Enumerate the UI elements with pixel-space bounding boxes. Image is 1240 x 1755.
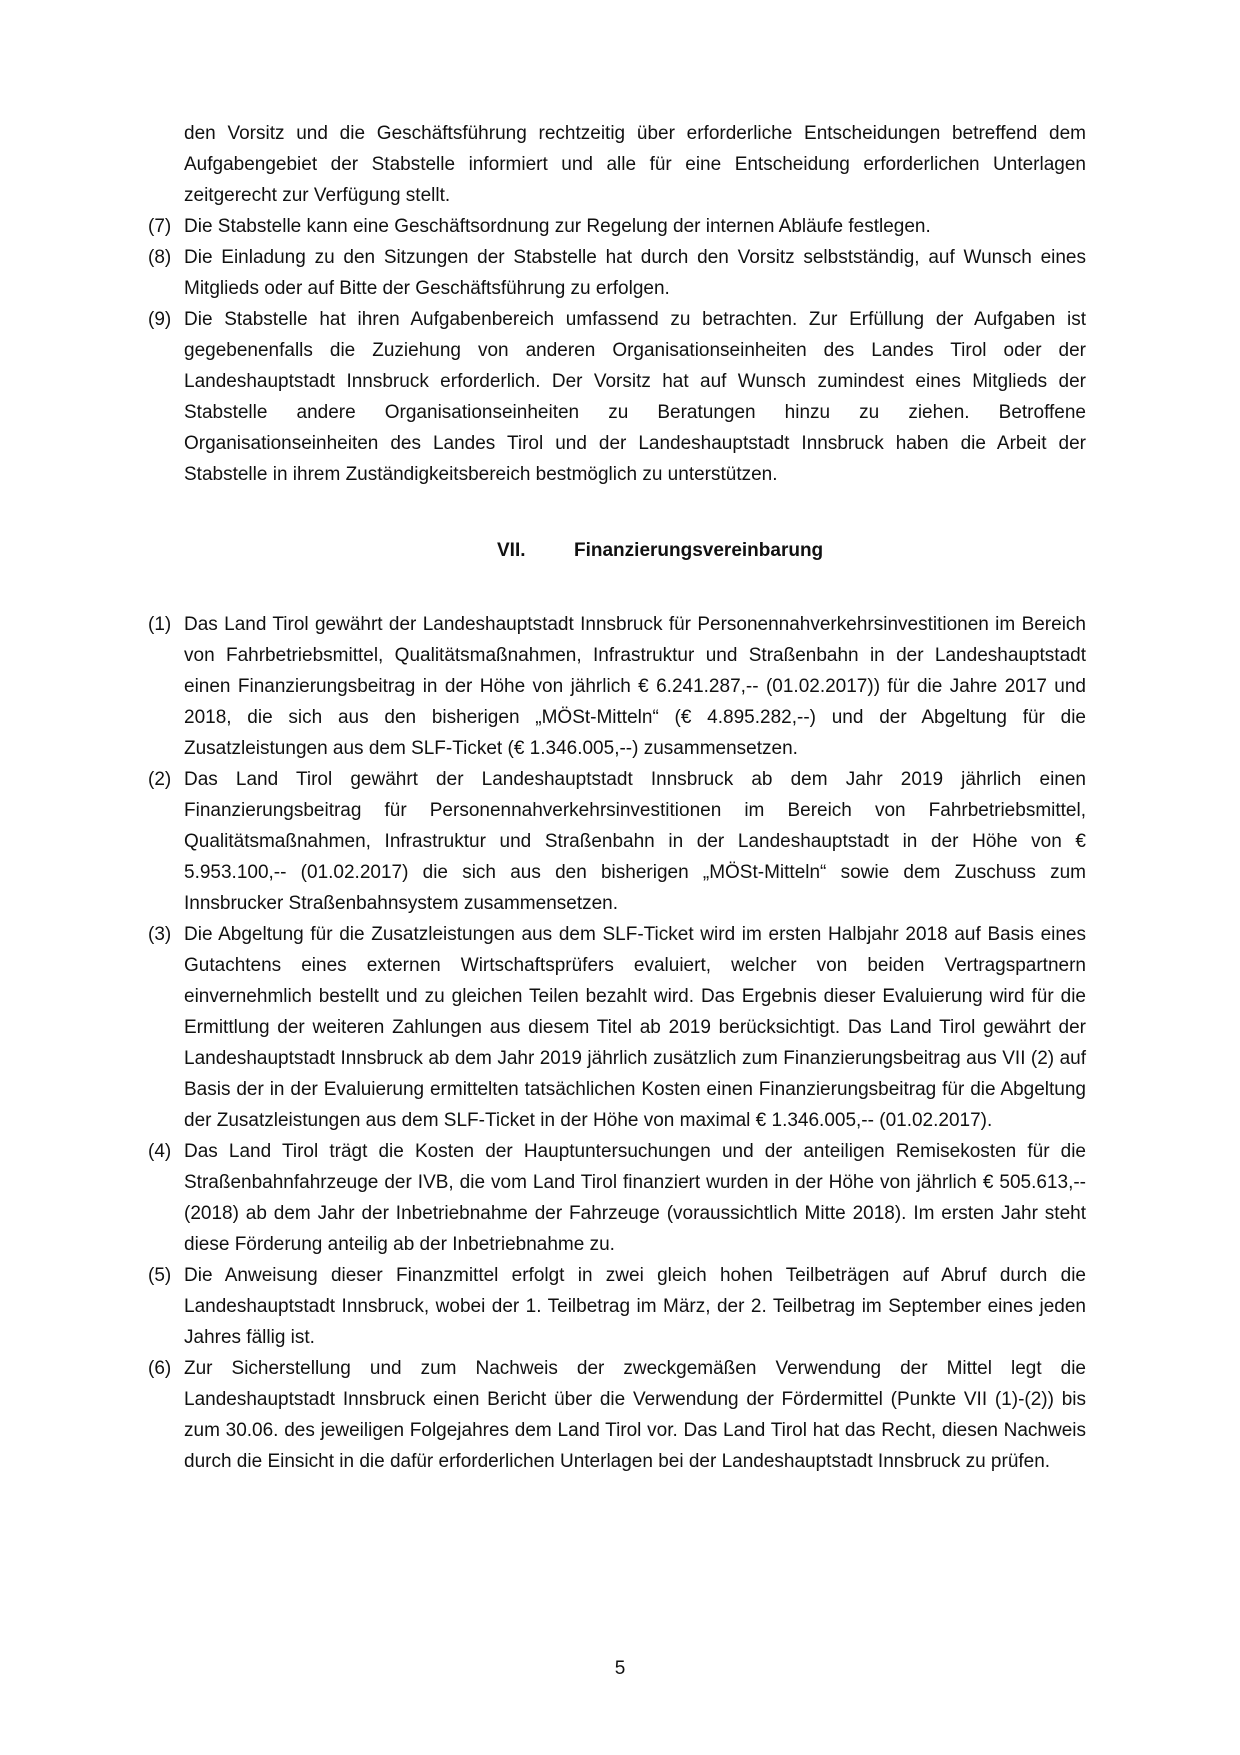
section-number: VII. xyxy=(497,540,526,561)
list-item-4 xyxy=(148,1136,1086,1260)
item-text: Zur Sicherstellung und zum Nachweis der zweckgemäßen Verwendung der Mittel legt die Landeshauptstadt Innsbruck einen Bericht über die Verwendung der Fördermittel (Punkte VII (1)-(2)) bis zum 30.06. des jeweiligen Folgejahres dem Land Tirol vor. Das Land Tirol hat das Recht, diesen Nachweis durch die Einsicht in die dafür erforderlichen Unterlagen bei der Landeshauptstadt Innsbruck zu prüfen. xyxy=(184,1358,1086,1472)
item-number: (3) xyxy=(148,924,172,945)
item-number: (2) xyxy=(148,769,172,790)
section-title: Finanzierungsvereinbarung xyxy=(574,540,824,561)
item-text: Die Anweisung dieser Finanzmittel erfolgt in zwei gleich hohen Teilbeträgen auf Abruf durch die Landeshauptstadt Innsbruck, wobei der 1. Teilbetrag im März, der 2. Teilbetrag im September eines jeden Jahres fällig ist. xyxy=(184,1265,1086,1348)
section-vi-continued xyxy=(148,118,1086,490)
item-number: (5) xyxy=(148,1265,172,1286)
list-item-8 xyxy=(148,242,1086,304)
list-item-2 xyxy=(148,764,1086,919)
item-number: (4) xyxy=(148,1141,172,1162)
list-item-3 xyxy=(148,919,1086,1136)
list-item-1 xyxy=(148,609,1086,764)
paragraph-continuation: den Vorsitz und die Geschäftsführung rechtzeitig über erforderliche Entscheidungen betreffend dem Aufgabengebiet der Stabstelle informiert und alle für eine Entscheidung erforderlichen Unterlagen zeitgerecht zur Verfügung stellt. xyxy=(184,123,1086,206)
list-item-7 xyxy=(148,211,1086,242)
list-item-9 xyxy=(148,304,1086,490)
item-text: Die Abgeltung für die Zusatzleistungen aus dem SLF-Ticket wird im ersten Halbjahr 2018 auf Basis eines Gutachtens eines externen Wirtschaftsprüfers evaluiert, welcher von beiden Vertragspartnern einvernehmlich bestellt und zu gleichen Teilen bezahlt wird. Das Ergebnis dieser Evaluierung wird für die Ermittlung der weiteren Zahlungen aus diesem Titel ab 2019 berücksichtigt. Das Land Tirol gewährt der Landeshauptstadt Innsbruck ab dem Jahr 2019 jährlich zusätzlich zum Finanzierungsbeitrag aus VII (2) auf Basis der in der Evaluierung ermittelten tatsächlichen Kosten einen Finanzierungsbeitrag für die Abgeltung der Zusatzleistungen aus dem SLF-Ticket in der Höhe von maximal € 1.346.005,-- (01.02.2017). xyxy=(184,924,1086,1131)
item-number: (8) xyxy=(148,247,172,268)
item-text: Das Land Tirol trägt die Kosten der Hauptuntersuchungen und der anteiligen Remisekosten für die Straßenbahnfahrzeuge der IVB, die vom Land Tirol finanziert wurden in der Höhe von jährlich € 505.613,-- (2018) ab dem Jahr der Inbetriebnahme der Fahrzeuge (voraussichtlich Mitte 2018). Im ersten Jahr steht diese Förderung anteilig ab der Inbetriebnahme zu. xyxy=(184,1141,1086,1255)
item-text: Die Stabstelle kann eine Geschäftsordnung zur Regelung der internen Abläufe festlegen. xyxy=(184,216,931,237)
list-item-6 xyxy=(148,1353,1086,1477)
item-text: Die Einladung zu den Sitzungen der Stabstelle hat durch den Vorsitz selbstständig, auf Wunsch eines Mitglieds oder auf Bitte der Geschäftsführung zu erfolgen. xyxy=(184,247,1086,299)
page-number: 5 xyxy=(614,1658,626,1679)
item-number: (1) xyxy=(148,614,172,635)
list-item-5 xyxy=(148,1260,1086,1353)
item-text: Das Land Tirol gewährt der Landeshauptstadt Innsbruck ab dem Jahr 2019 jährlich einen Finanzierungsbeitrag für Personennahverkehrsinvestitionen im Bereich von Fahrbetriebsmittel, Qualitätsmaßnahmen, Infrastruktur und Straßenbahn in der Landeshauptstadt in der Höhe von € 5.953.100,-- (01.02.2017) die sich aus den bisherigen „MÖSt-Mitteln“ sowie dem Zuschuss zum Innsbrucker Straßenbahnsystem zusammensetzen. xyxy=(184,769,1086,914)
item-text: Das Land Tirol gewährt der Landeshauptstadt Innsbruck für Personennahverkehrsinvestitionen im Bereich von Fahrbetriebsmittel, Qualitätsmaßnahmen, Infrastruktur und Straßenbahn in der Landeshauptstadt einen Finanzierungsbeitrag in der Höhe von jährlich € 6.241.287,-- (01.02.2017)) für die Jahre 2017 und 2018, die sich aus den bisherigen „MÖSt-Mitteln“ (€ 4.895.282,--) und der Abgeltung für die Zusatzleistungen aus dem SLF-Ticket (€ 1.346.005,--) zusammensetzen. xyxy=(184,614,1086,759)
item-number: (9) xyxy=(148,309,172,330)
item-number: (7) xyxy=(148,216,172,237)
section-vii-body xyxy=(148,609,1086,1477)
item-number: (6) xyxy=(148,1358,172,1379)
item-text: Die Stabstelle hat ihren Aufgabenbereich umfassend zu betrachten. Zur Erfüllung der Aufgaben ist gegebenenfalls die Zuziehung von anderen Organisationseinheiten des Landes Tirol oder der Landeshauptstadt Innsbruck erforderlich. Der Vorsitz hat auf Wunsch zumindest eines Mitglieds der Stabstelle andere Organisationseinheiten zu Beratungen hinzu zu ziehen. Betroffene Organisationseinheiten des Landes Tirol und der Landeshauptstadt Innsbruck haben die Arbeit der Stabstelle in ihrem Zuständigkeitsbereich bestmöglich zu unterstützen. xyxy=(184,309,1086,485)
